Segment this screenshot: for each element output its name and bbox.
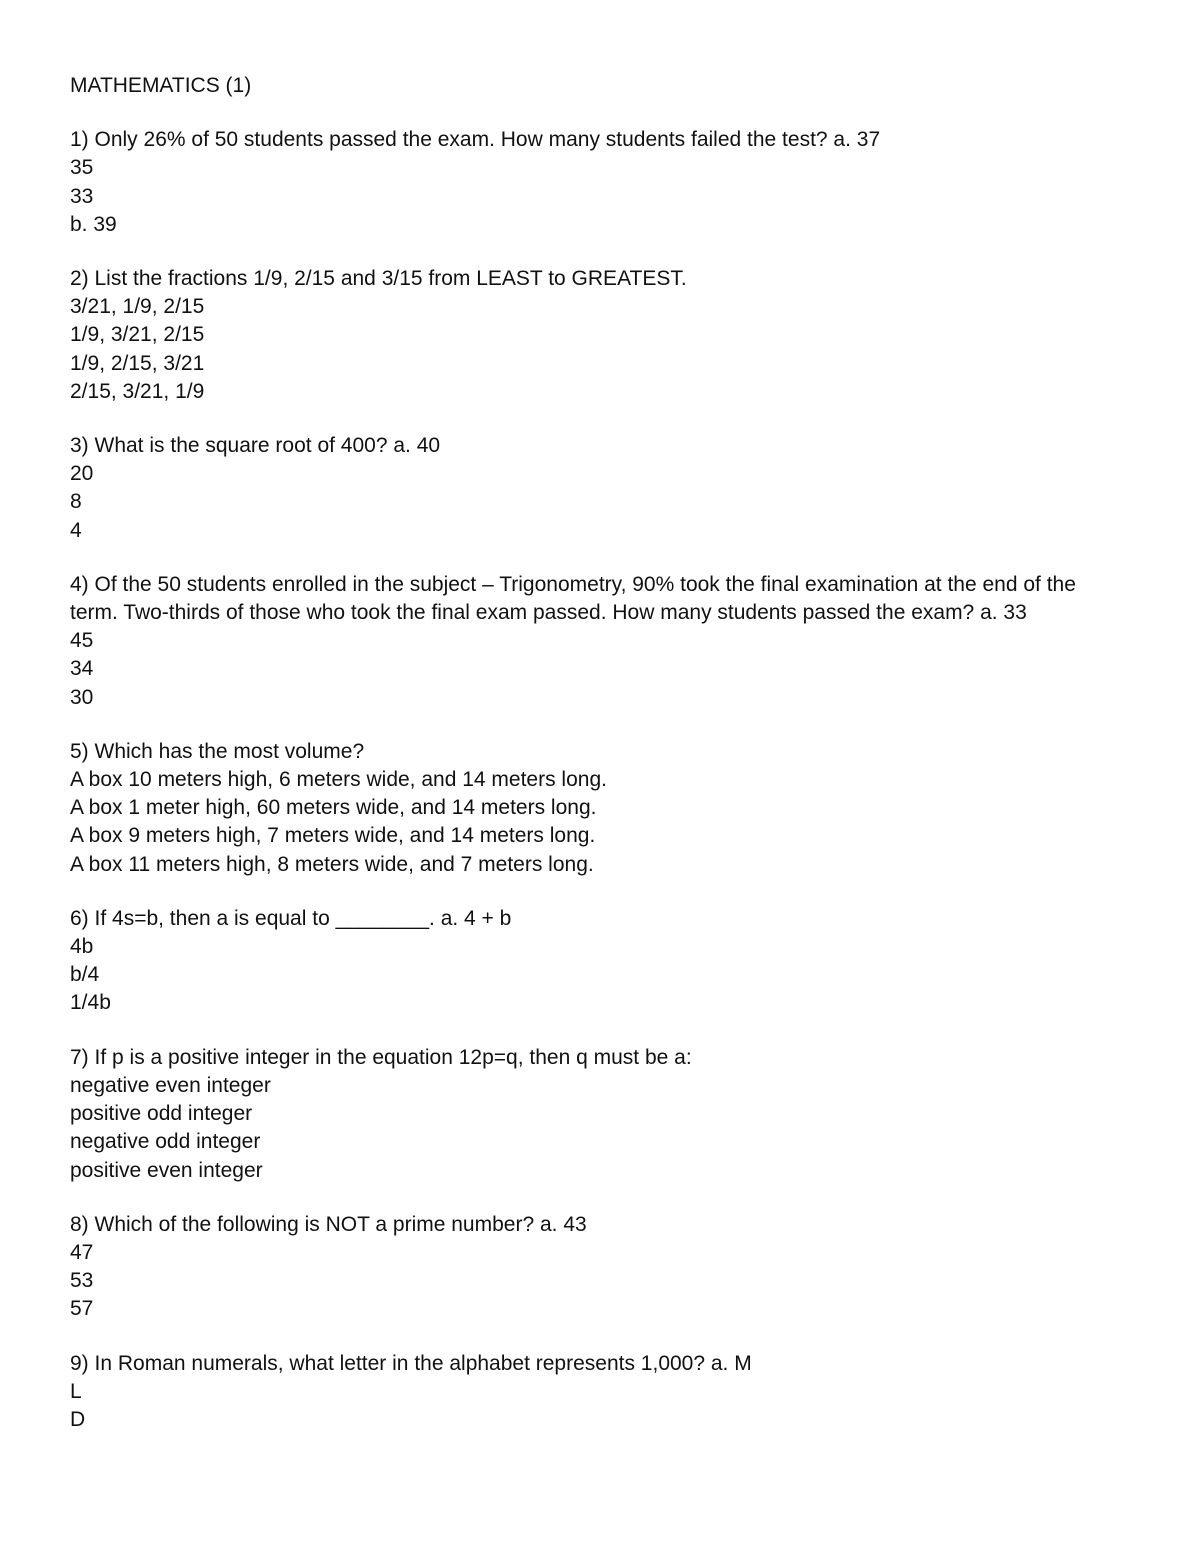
answer-option: positive even integer	[70, 1158, 263, 1182]
answer-option: D	[70, 1407, 86, 1431]
question-block	[70, 905, 1130, 1018]
question-text: 1) Only 26% of 50 students passed the exam. How many students failed the test? a. 37	[70, 128, 881, 152]
question-text: 8) Which of the following is NOT a prime number? a. 43	[70, 1212, 587, 1236]
document-title: MATHEMATICS (1)	[70, 74, 252, 97]
answer-option: 33	[70, 184, 94, 208]
answer-option: 57	[70, 1297, 94, 1321]
answer-option: 45	[70, 629, 94, 653]
answer-option: 1/9, 3/21, 2/15	[70, 323, 205, 347]
question-block	[70, 1044, 1130, 1185]
question-text: 5) Which has the most volume?	[70, 739, 365, 763]
question-block	[70, 126, 1130, 239]
answer-option: 2/15, 3/21, 1/9	[70, 379, 205, 403]
answer-option: 8	[70, 490, 82, 514]
answer-option: A box 1 meter high, 60 meters wide, and 14 meters long.	[70, 796, 597, 820]
question-block	[70, 1211, 1130, 1324]
question-block	[70, 571, 1130, 712]
question-text: 3) What is the square root of 400? a. 40	[70, 434, 441, 458]
question-text: 6) If 4s=b, then a is equal to ________. a. 4 + b	[70, 906, 512, 930]
answer-option: 20	[70, 462, 94, 486]
question-text: 4) Of the 50 students enrolled in the subject – Trigonometry, 90% took the final examination at the end of the term. Two-thirds of those who took the final exam passed. How many students passed the exam? a. 33	[70, 572, 1082, 625]
answer-option: b. 39	[70, 212, 117, 236]
answer-option: 4b	[70, 935, 94, 959]
question-block	[70, 432, 1130, 545]
answer-option: 47	[70, 1240, 94, 1264]
answer-option: 3/21, 1/9, 2/15	[70, 295, 205, 319]
answer-option: 4	[70, 518, 82, 542]
answer-option: A box 11 meters high, 8 meters wide, and 7 meters long.	[70, 852, 594, 876]
answer-option: A box 9 meters high, 7 meters wide, and 14 meters long.	[70, 824, 596, 848]
question-text: 9) In Roman numerals, what letter in the alphabet represents 1,000? a. M	[70, 1351, 752, 1375]
answer-option: 34	[70, 657, 94, 681]
question-text: 7) If p is a positive integer in the equation 12p=q, then q must be a:	[70, 1045, 692, 1069]
question-text: 2) List the fractions 1/9, 2/15 and 3/15 from LEAST to GREATEST.	[70, 267, 687, 291]
document-page	[70, 72, 1130, 1460]
question-list	[70, 126, 1130, 1434]
answer-option: 35	[70, 156, 94, 180]
answer-option: negative odd integer	[70, 1130, 261, 1154]
answer-option: A box 10 meters high, 6 meters wide, and 14 meters long.	[70, 768, 607, 792]
answer-option: negative even integer	[70, 1073, 271, 1097]
question-block	[70, 738, 1130, 879]
answer-option: 1/9, 2/15, 3/21	[70, 351, 205, 375]
question-block	[70, 265, 1130, 406]
answer-option: 30	[70, 685, 94, 709]
answer-option: L	[70, 1379, 82, 1403]
answer-option: 1/4b	[70, 991, 111, 1015]
answer-option: b/4	[70, 963, 100, 987]
answer-option: positive odd integer	[70, 1102, 253, 1126]
answer-option: 53	[70, 1269, 94, 1293]
question-block	[70, 1350, 1130, 1435]
